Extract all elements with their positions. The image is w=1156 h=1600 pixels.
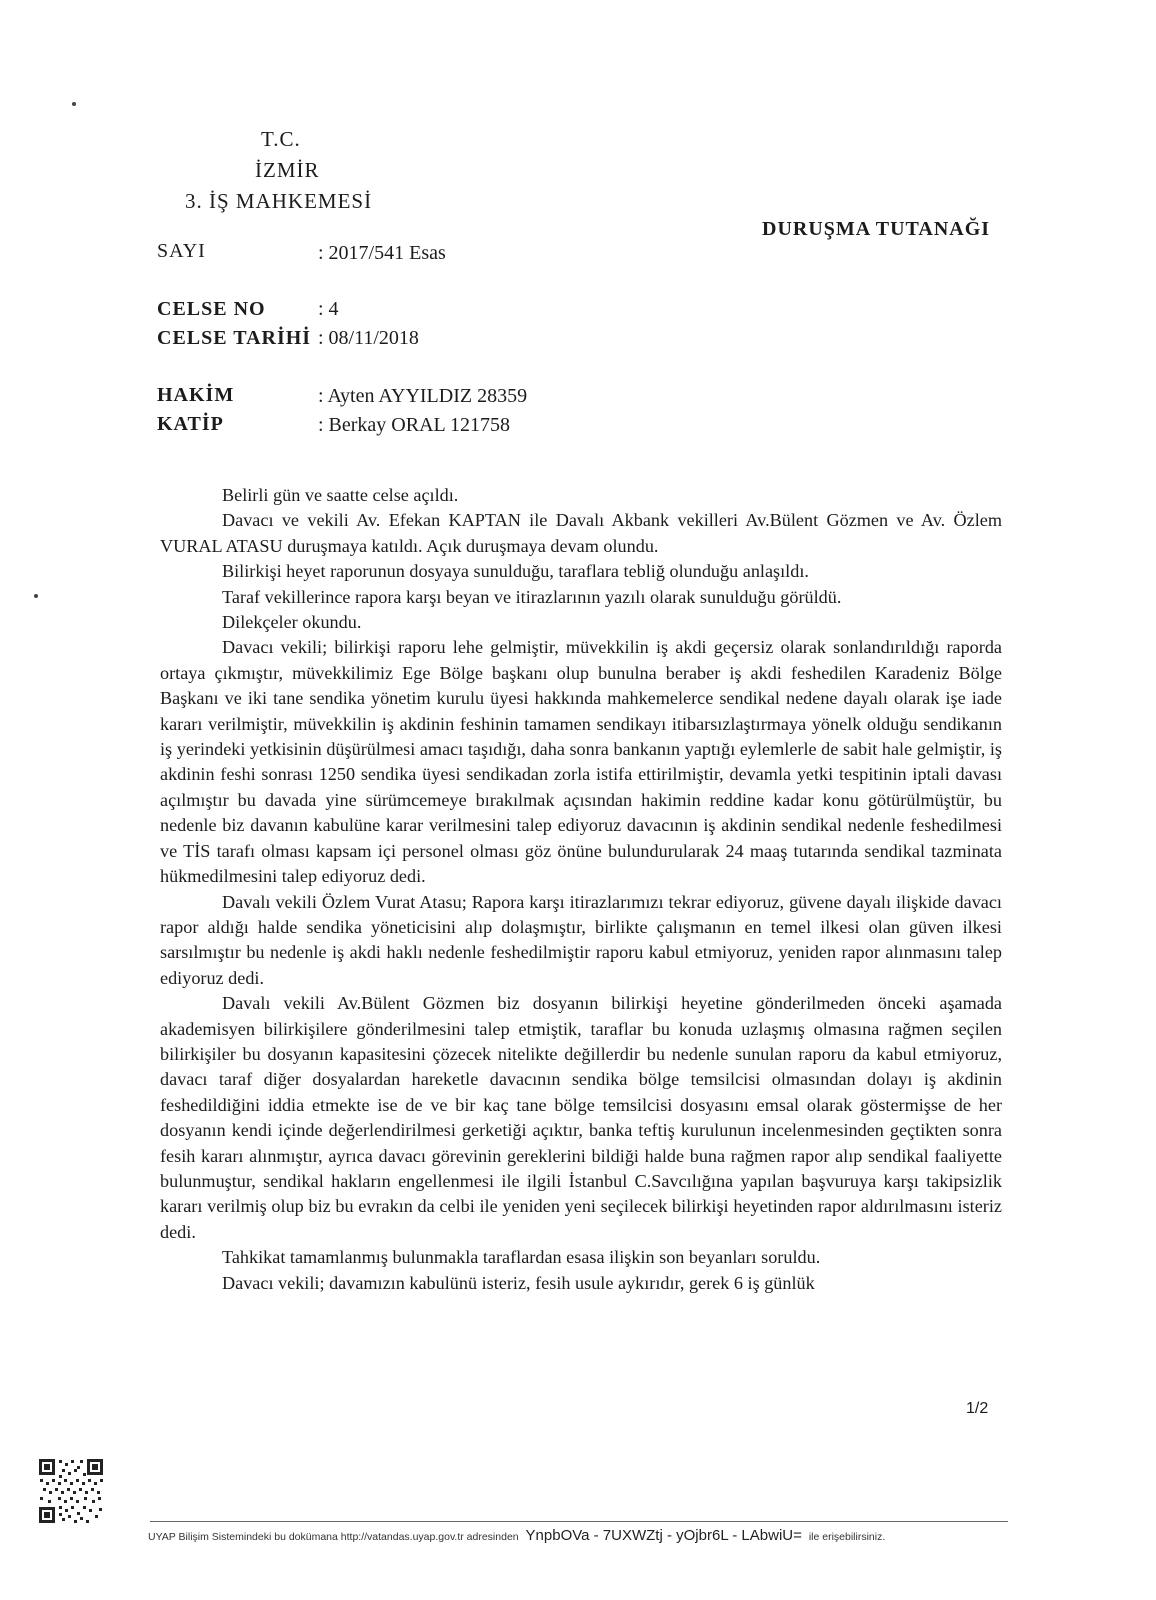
celse-no-value: : 4 xyxy=(318,298,339,320)
country-label: T.C. xyxy=(261,127,301,151)
minutes-body xyxy=(160,483,1002,1296)
katip-label: KATİP xyxy=(157,413,224,435)
paragraph: Bilirkişi heyet raporunun dosyaya sunulduğu, taraflara tebliğ olunduğu anlaşıldı. xyxy=(222,561,809,582)
paragraph: Davalı vekili Özlem Vurat Atasu; Rapora karşı itirazlarımızı tekrar ediyoruz, güvene dayalı ilişkide davacı rapor aldığı halde sendika yöneticisini alıp dolaşmıştır, birlikte çalışmanın en temel ilkesi olan güven ilkesi sarsılmıştır bu nedenle iş akdi haklı nedenle feshedilmiştir raporu kabul etmiyoruz, yeniden rapor alınmasını talep ediyoruz dedi. xyxy=(160,891,1002,988)
footer-suffix: ile erişebilirsiniz. xyxy=(808,1531,886,1543)
sayi-label: SAYI xyxy=(157,240,206,262)
qr-code-icon xyxy=(38,1458,104,1524)
verification-code: YnpbOVa - 7UXWZtj - yOjbr6L - LAbwiU= xyxy=(525,1527,802,1544)
court-header xyxy=(185,124,372,217)
document-title: DURUŞMA TUTANAĞI xyxy=(762,218,991,240)
paragraph: Davalı vekili Av.Bülent Gözmen biz dosyanın bilirkişi heyetine gönderilmeden önceki aşamada akademisyen bilirkişilere gönderilmesini talep etmiştik, taraflar bu konuda uzlaşmış olmasına rağmen seçilen bilirkişiler bu dosyanın kapasitesini çözecek nitelikte değillerdir bu nedenle sunulan raporu da kabul etmiyoruz, davacı taraf diğer dosyalardan hareketle davacının sendika bölge temsilcisi olmasından dolayı iş akdinin feshedildiğini iddia etmekte ise de ve bir kaç tane bölge temsilcisi dosyasını emsal olarak göstermişse de her dosyanın kendi içinde değerlendirilmesi gerketiği açıktır, banka teftiş kurulunun incelenmesinden geçtikten sonra fesih kararı alınmıştır, ayrıca davacı görevinin gereklerini bildiği halde buna rağmen rapor alıp sendikal faaliyette bulunmuştur, sendikal hakların engellenmesi ile ilgili İstanbul C.Savcılığına yapılan başvuruya karşı takipsizlik kararı verilmiş olup biz bu evrakın da celbi ile yeniden yeni seçilecek bilirkişi heyetinden rapor aldırılmasını isteriz dedi. xyxy=(160,993,1002,1242)
footer-divider xyxy=(150,1521,1008,1522)
court-name: 3. İŞ MAHKEMESİ xyxy=(185,189,373,213)
hakim-label: HAKİM xyxy=(157,384,235,406)
paragraph: Belirli gün ve saatte celse açıldı. xyxy=(222,485,459,505)
katip-value: : Berkay ORAL 121758 xyxy=(318,414,511,436)
celse-tarihi-value: : 08/11/2018 xyxy=(318,327,419,349)
sayi-value: : 2017/541 Esas xyxy=(318,242,446,264)
footer-verification xyxy=(148,1527,885,1544)
paragraph: Davacı vekili; davamızın kabulünü isteriz, fesih usule aykırıdır, gerek 6 iş günlük xyxy=(222,1272,815,1293)
scan-speck xyxy=(72,102,76,106)
celse-no-label: CELSE NO xyxy=(157,298,266,320)
scan-speck xyxy=(34,594,38,598)
page-number: 1/2 xyxy=(966,1400,989,1417)
paragraph: Dilekçeler okundu. xyxy=(222,612,362,633)
footer-prefix: UYAP Bilişim Sistemindeki bu dokümana http://vatandas.uyap.gov.tr adresinden xyxy=(148,1531,519,1543)
celse-tarihi-label: CELSE TARİHİ xyxy=(157,327,312,349)
paragraph: Tahkikat tamamlanmış bulunmakla taraflardan esasa ilişkin son beyanları soruldu. xyxy=(222,1247,821,1268)
paragraph: Davacı ve vekili Av. Efekan KAPTAN ile Davalı Akbank vekilleri Av.Bülent Gözmen ve Av. Özlem VURAL ATASU duruşmaya katıldı. Açık duruşmaya devam olundu. xyxy=(160,510,1002,556)
city-label: İZMİR xyxy=(255,158,320,182)
paragraph: Davacı vekili; bilirkişi raporu lehe gelmiştir, müvekkilin iş akdi geçersiz olarak sonlandırıldığı raporda ortaya çıkmıştır, müvekkilimiz Ege Bölge başkanı olup bunulna beraber iş akdi feshedilen Karadeniz Bölge Başkanı ve iki tane sendika yönetim kurulu üyesi hakkında mahkemelerce sendikal nedene dayalı olarak işe iade kararı verilmiştir, müvekkilin iş akdinin feshinin tamamen sendikayı itibarsızlaştırmaya yönelk olduğu sendikanın iş yerindeki yetkisinin düşürülmesi amacı taşıdığı, daha sonra bankanın yaptığı eylemlerle de sabit hale gelmiştir, iş akdinin feshi sonrası 1250 sendika üyesi sendikadan zorla istifa ettirilmiştir, devamla yetki tespitinin iptali davası açılmıştır bu davada yine sürümcemeye bırakılmak açısından hakimin reddine kadar konu götürülmüştür, bu nedenle biz davanın kabulüne karar verilmesini talep ediyoruz davacının iş akdinin sendikal nedenle feshedilmesi ve TİS tarafı olması kapsam içi personel olması göz önüne bulundurularak 24 maaş tutarında sendikal tazminata hükmedilmesini talep ediyoruz dedi. xyxy=(160,637,1002,887)
hakim-value: : Ayten AYYILDIZ 28359 xyxy=(318,385,528,407)
paragraph: Taraf vekillerince rapora karşı beyan ve itirazlarının yazılı olarak sunulduğu görüldü. xyxy=(222,586,842,607)
